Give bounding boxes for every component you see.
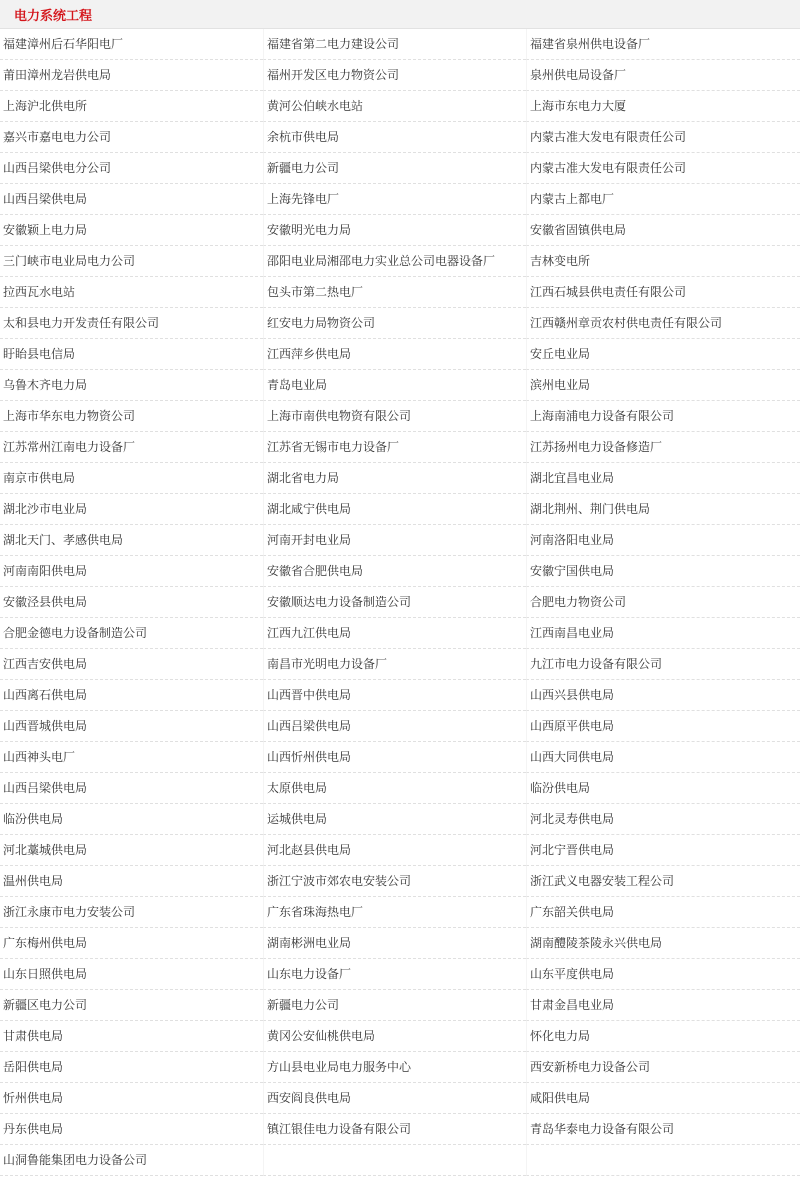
list-item[interactable]: 山西晋中供电局: [263, 680, 526, 711]
table-row: [0, 804, 800, 835]
list-item[interactable]: 太和县电力开发责任有限公司: [0, 308, 263, 339]
list-item[interactable]: 湖北沙市电业局: [0, 494, 263, 525]
list-item[interactable]: 安徽省合肥供电局: [263, 556, 526, 587]
list-item[interactable]: 合肥电力物资公司: [526, 587, 800, 618]
table-row: [0, 866, 800, 897]
list-item[interactable]: 滨州电业局: [526, 370, 800, 401]
list-item[interactable]: 泉州供电局设备厂: [526, 60, 800, 91]
list-item[interactable]: 拉西瓦水电站: [0, 277, 263, 308]
list-item[interactable]: 山西大同供电局: [526, 742, 800, 773]
list-item[interactable]: 青岛电业局: [263, 370, 526, 401]
list-item[interactable]: 福州开发区电力物资公司: [263, 60, 526, 91]
list-item[interactable]: 广东梅州供电局: [0, 928, 263, 959]
table-row: [0, 587, 800, 618]
list-item[interactable]: 安徽泾县供电局: [0, 587, 263, 618]
list-item[interactable]: 福建省泉州供电设备厂: [526, 29, 800, 60]
list-item[interactable]: 余杭市供电局: [263, 122, 526, 153]
list-item[interactable]: 湖北省电力局: [263, 463, 526, 494]
table-row: [0, 742, 800, 773]
table-row: [0, 897, 800, 928]
list-item[interactable]: 忻州供电局: [0, 1083, 263, 1114]
list-item[interactable]: 广东韶关供电局: [526, 897, 800, 928]
list-item[interactable]: 甘肃金昌电业局: [526, 990, 800, 1021]
table-row: [0, 928, 800, 959]
list-item: [526, 1145, 800, 1176]
list-item[interactable]: 江西九江供电局: [263, 618, 526, 649]
list-item[interactable]: 浙江宁波市郊农电安装公司: [263, 866, 526, 897]
table-row: [0, 1021, 800, 1052]
list-item[interactable]: 福建漳州后石华阳电厂: [0, 29, 263, 60]
table-row: [0, 153, 800, 184]
list-item[interactable]: 河北赵县供电局: [263, 835, 526, 866]
list-item[interactable]: 黄冈公安仙桃供电局: [263, 1021, 526, 1052]
list-item[interactable]: 甘肃供电局: [0, 1021, 263, 1052]
table-row: [0, 401, 800, 432]
list-item[interactable]: 河南洛阳电业局: [526, 525, 800, 556]
table-row: [0, 370, 800, 401]
list-item[interactable]: 山东电力设备厂: [263, 959, 526, 990]
list-item[interactable]: 山西离石供电局: [0, 680, 263, 711]
list-item[interactable]: 河北灵寿供电局: [526, 804, 800, 835]
table-row: [0, 339, 800, 370]
list-item[interactable]: 山西吕梁供电局: [0, 773, 263, 804]
section-header: [0, 0, 800, 29]
list-item[interactable]: 江西萍乡供电局: [263, 339, 526, 370]
list-item[interactable]: 山洞鲁能集团电力设备公司: [0, 1145, 263, 1176]
list-item[interactable]: 湖北宜昌电业局: [526, 463, 800, 494]
list-item[interactable]: 邵阳电业局湘邵电力实业总公司电器设备厂: [263, 246, 526, 277]
list-item[interactable]: 江西石城县供电责任有限公司: [526, 277, 800, 308]
list-item[interactable]: 江苏常州江南电力设备厂: [0, 432, 263, 463]
list-item[interactable]: 湖北天门、孝感供电局: [0, 525, 263, 556]
list-item[interactable]: 黄河公伯峡水电站: [263, 91, 526, 122]
list-item[interactable]: 温州供电局: [0, 866, 263, 897]
list-item[interactable]: 浙江永康市电力安装公司: [0, 897, 263, 928]
table-row: [0, 184, 800, 215]
list-item[interactable]: 乌鲁木齐电力局: [0, 370, 263, 401]
list-item[interactable]: 河南开封电业局: [263, 525, 526, 556]
list-item[interactable]: 湖北荆州、荆门供电局: [526, 494, 800, 525]
list-item[interactable]: 九江市电力设备有限公司: [526, 649, 800, 680]
list-item[interactable]: 江苏扬州电力设备修造厂: [526, 432, 800, 463]
list-item[interactable]: 吉林变电所: [526, 246, 800, 277]
list-item[interactable]: 内蒙古上都电厂: [526, 184, 800, 215]
list-item[interactable]: 南昌市光明电力设备厂: [263, 649, 526, 680]
table-row: [0, 711, 800, 742]
list-item[interactable]: 安徽省固镇供电局: [526, 215, 800, 246]
list-item[interactable]: 湖南醴陵茶陵永兴供电局: [526, 928, 800, 959]
list-item[interactable]: 山西兴县供电局: [526, 680, 800, 711]
table-row: [0, 91, 800, 122]
table-row: [0, 215, 800, 246]
list-item[interactable]: 上海市东电力大厦: [526, 91, 800, 122]
list-item[interactable]: 河北藁城供电局: [0, 835, 263, 866]
table-row: [0, 959, 800, 990]
section-title: 电力系统工程: [14, 8, 93, 24]
company-list: [0, 29, 800, 1176]
list-item[interactable]: 岳阳供电局: [0, 1052, 263, 1083]
list-item[interactable]: 山西原平供电局: [526, 711, 800, 742]
table-row: [0, 29, 800, 60]
list-item[interactable]: 山东平度供电局: [526, 959, 800, 990]
list-item[interactable]: 内蒙古准大发电有限责任公司: [526, 122, 800, 153]
list-item[interactable]: 内蒙古准大发电有限责任公司: [526, 153, 800, 184]
list-item[interactable]: 新疆电力公司: [263, 153, 526, 184]
table-row: [0, 60, 800, 91]
table-row: [0, 1052, 800, 1083]
list-item[interactable]: 怀化电力局: [526, 1021, 800, 1052]
list-item[interactable]: 青岛华泰电力设备有限公司: [526, 1114, 800, 1145]
list-item[interactable]: 镇江银佳电力设备有限公司: [263, 1114, 526, 1145]
list-item[interactable]: 江西南昌电业局: [526, 618, 800, 649]
table-row: [0, 618, 800, 649]
list-item[interactable]: 山东日照供电局: [0, 959, 263, 990]
list-item[interactable]: 上海市南供电物资有限公司: [263, 401, 526, 432]
list-item[interactable]: 湖北咸宁供电局: [263, 494, 526, 525]
list-item[interactable]: 莆田漳州龙岩供电局: [0, 60, 263, 91]
table-row: [0, 246, 800, 277]
list-item[interactable]: 安徽颖上电力局: [0, 215, 263, 246]
list-item[interactable]: 山西忻州供电局: [263, 742, 526, 773]
list-item[interactable]: 山西吕梁供电局: [0, 184, 263, 215]
list-item[interactable]: 新疆电力公司: [263, 990, 526, 1021]
list-item[interactable]: 福建省第二电力建设公司: [263, 29, 526, 60]
list-item[interactable]: 山西吕梁供电局: [263, 711, 526, 742]
list-item[interactable]: 西安阎良供电局: [263, 1083, 526, 1114]
list-item[interactable]: 山西吕梁供电分公司: [0, 153, 263, 184]
table-row: [0, 1114, 800, 1145]
list-item[interactable]: 安徽明光电力局: [263, 215, 526, 246]
list-item[interactable]: 湖南彬洲电业局: [263, 928, 526, 959]
table-row: [0, 835, 800, 866]
list-item[interactable]: 山西晋城供电局: [0, 711, 263, 742]
list-item[interactable]: 江西赣州章贡农村供电责任有限公司: [526, 308, 800, 339]
table-row: [0, 525, 800, 556]
table-row: [0, 463, 800, 494]
table-row: [0, 649, 800, 680]
table-row: [0, 494, 800, 525]
list-item[interactable]: 嘉兴市嘉电电力公司: [0, 122, 263, 153]
list-item[interactable]: 南京市供电局: [0, 463, 263, 494]
list-item[interactable]: 安徽顺达电力设备制造公司: [263, 587, 526, 618]
list-item[interactable]: 太原供电局: [263, 773, 526, 804]
table-row: [0, 773, 800, 804]
list-item[interactable]: 临汾供电局: [0, 804, 263, 835]
list-item[interactable]: 盱眙县电信局: [0, 339, 263, 370]
table-row: [0, 122, 800, 153]
table-row: [0, 277, 800, 308]
list-item[interactable]: 安徽宁国供电局: [526, 556, 800, 587]
list-item[interactable]: 三门峡市电业局电力公司: [0, 246, 263, 277]
list-item[interactable]: 上海先锋电厂: [263, 184, 526, 215]
table-row: [0, 990, 800, 1021]
list-item[interactable]: 运城供电局: [263, 804, 526, 835]
list-item[interactable]: 上海市华东电力物资公司: [0, 401, 263, 432]
table-row: [0, 1083, 800, 1114]
list-item[interactable]: 上海沪北供电所: [0, 91, 263, 122]
list-item[interactable]: 河南南阳供电局: [0, 556, 263, 587]
list-item[interactable]: 江苏省无锡市电力设备厂: [263, 432, 526, 463]
list-item[interactable]: 江西吉安供电局: [0, 649, 263, 680]
list-item[interactable]: 浙江武义电器安装工程公司: [526, 866, 800, 897]
table-row: [0, 556, 800, 587]
list-item[interactable]: 广东省珠海热电厂: [263, 897, 526, 928]
list-item[interactable]: 上海南浦电力设备有限公司: [526, 401, 800, 432]
list-item[interactable]: 合肥金德电力设备制造公司: [0, 618, 263, 649]
table-row: [0, 680, 800, 711]
list-item[interactable]: 咸阳供电局: [526, 1083, 800, 1114]
list-item[interactable]: 新疆区电力公司: [0, 990, 263, 1021]
list-item[interactable]: 红安电力局物资公司: [263, 308, 526, 339]
list-item[interactable]: 河北宁晋供电局: [526, 835, 800, 866]
list-item[interactable]: 丹东供电局: [0, 1114, 263, 1145]
table-row: [0, 1145, 800, 1176]
list-item: [263, 1145, 526, 1176]
list-item[interactable]: 安丘电业局: [526, 339, 800, 370]
list-item[interactable]: 西安新桥电力设备公司: [526, 1052, 800, 1083]
list-item[interactable]: 山西神头电厂: [0, 742, 263, 773]
list-item[interactable]: 临汾供电局: [526, 773, 800, 804]
table-row: [0, 432, 800, 463]
list-item[interactable]: 方山县电业局电力服务中心: [263, 1052, 526, 1083]
list-item[interactable]: 包头市第二热电厂: [263, 277, 526, 308]
table-row: [0, 308, 800, 339]
